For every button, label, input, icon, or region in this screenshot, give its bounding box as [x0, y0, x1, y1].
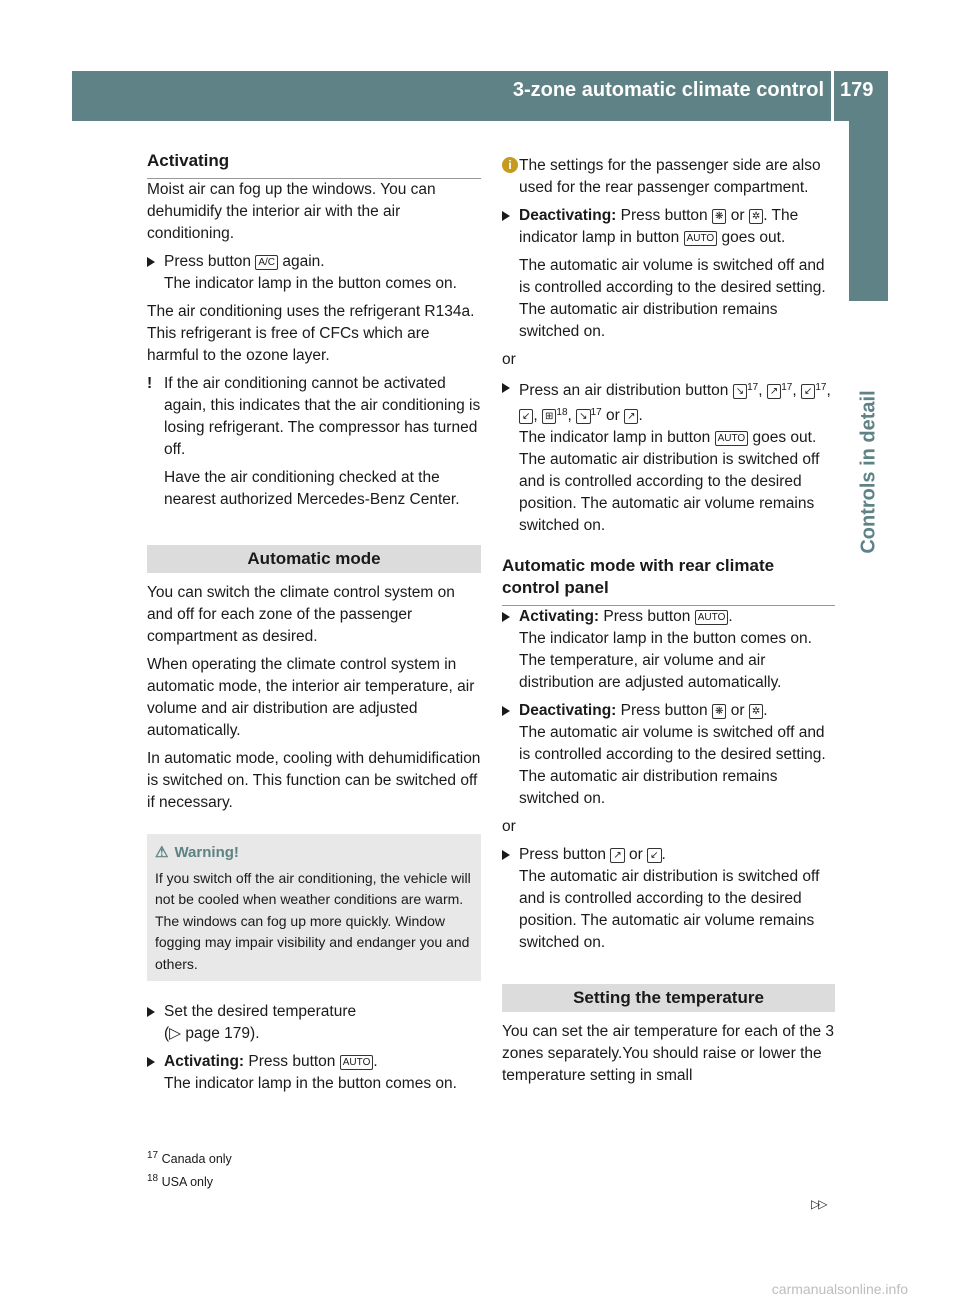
step-item: Press button ↗ or ↙ . The automatic air distribution is switched off and is controlled according to the desired position. The automatic air volume remains switched on. — [502, 844, 835, 954]
air-dist-icon: ↘ — [733, 384, 747, 399]
exclamation-icon: ! — [147, 375, 153, 392]
step-arrow-icon — [502, 850, 510, 860]
step-item: Deactivating: Press button ❋ or ✲ . The indicator lamp in button AUTO goes out. The automatic air volume is switched off and is controlled according to the desired setting. The automatic air distribution remains switched on. — [502, 205, 835, 343]
paragraph: You can switch the climate control system on and off for each zone of the passenger compartment as desired. — [147, 584, 455, 645]
air-dist-icon: ↗ — [610, 848, 624, 863]
caution-note: ! If the air conditioning cannot be activated again, this indicates that the air conditioning is losing refrigerant. The compressor has turned off. Have the air conditioning checked at the nearest authorized Mercedes-Benz Center. — [147, 375, 481, 508]
air-dist-icon: ↙ — [519, 409, 533, 424]
warning-triangle-icon: ⚠ — [155, 844, 169, 861]
step-result: The indicator lamp in the button comes on. — [164, 275, 457, 292]
step-arrow-icon — [502, 612, 510, 622]
side-tab — [849, 121, 888, 301]
ac-button-icon: A/C — [255, 255, 278, 270]
page-number: 179 — [840, 79, 874, 101]
side-tab-label: Controls in detail — [857, 390, 880, 554]
warning-title: ⚠ Warning! — [155, 842, 473, 864]
auto-button-icon: AUTO — [715, 431, 749, 446]
rear-panel-heading: Automatic mode with rear climate control panel — [502, 555, 835, 606]
air-dist-icon: ↙ — [801, 384, 815, 399]
info-icon: i — [502, 157, 518, 173]
temperature-heading: Setting the temperature — [502, 984, 835, 1012]
paragraph: When operating the climate control system in automatic mode, the interior air temperature, air volume and air distribution are adjusted automatically. — [147, 656, 475, 739]
activating-heading: Activating — [147, 150, 481, 179]
air-dist-icon: ↗ — [624, 409, 638, 424]
step-item: Deactivating: Press button ❋ or ✲ . The automatic air volume is switched off and is controlled according to the desired setting. The automatic air distribution remains switched on. — [502, 700, 835, 810]
air-dist-icon: ↗ — [767, 384, 781, 399]
fan-low-icon: ❋ — [712, 704, 726, 719]
warning-box — [147, 834, 481, 981]
fan-high-icon: ✲ — [749, 704, 763, 719]
paragraph: Moist air can fog up the windows. You can dehumidify the interior air with the air conditioning. — [147, 181, 436, 242]
step-item: Activating: Press button AUTO . The indicator lamp in the button comes on. — [147, 1051, 481, 1095]
air-dist-icon: ↙ — [647, 848, 661, 863]
paragraph: In automatic mode, cooling with dehumidification is switched on. This function can be switched off if necessary. — [147, 750, 481, 811]
right-column — [502, 155, 835, 1087]
left-column — [147, 150, 481, 1095]
step-arrow-icon — [502, 706, 510, 716]
or-text: or — [502, 818, 516, 835]
paragraph: You can set the air temperature for each of the 3 zones separately.You should raise or lower the temperature setting in small — [502, 1023, 835, 1084]
step-arrow-icon — [147, 1057, 155, 1067]
or-text: or — [502, 351, 516, 368]
step-item: Press button A/C again. The indicator lamp in the button comes on. — [147, 251, 481, 295]
warning-text: If you switch off the air conditioning, the vehicle will not be cooled when weather conditions are warm. The windows can fog up more quickly. Window fogging may impair visibility and endanger you and others. — [155, 869, 471, 972]
footnote-17: $^{17}$ Canada only — [147, 1150, 232, 1166]
step-item: Activating: Press button AUTO . The indicator lamp in the button comes on. The temperature, air volume and air distribution are adjusted automatically. — [502, 606, 835, 694]
footnotes — [147, 1146, 232, 1192]
info-note: i The settings for the passenger side are also used for the rear passenger compartment. — [502, 155, 835, 199]
step-item: Set the desired temperature (▷ page 179). — [147, 1001, 481, 1045]
auto-mode-heading: Automatic mode — [147, 545, 481, 573]
auto-button-icon: AUTO — [340, 1055, 374, 1070]
header-divider — [831, 71, 834, 121]
step-arrow-icon — [147, 1007, 155, 1017]
continue-marker: ▷▷ — [811, 1197, 826, 1211]
air-dist-icon: ⊞ — [542, 409, 556, 424]
footnote-18: $^{18}$ USA only — [147, 1173, 214, 1189]
fan-high-icon: ✲ — [749, 209, 763, 224]
auto-button-icon: AUTO — [695, 610, 729, 625]
page-title: 3-zone automatic climate control — [512, 79, 824, 101]
fan-low-icon: ❋ — [712, 209, 726, 224]
watermark: carmanualsonline.info — [771, 1281, 908, 1297]
paragraph: The air conditioning uses the refrigerant R134a. This refrigerant is free of CFCs which are harmful to the ozone layer. — [147, 303, 475, 364]
air-dist-icon: ↘ — [576, 409, 590, 424]
auto-button-icon: AUTO — [684, 231, 718, 246]
step-arrow-icon — [502, 211, 510, 221]
step-item: Press an air distribution button ↘ $^{17}$, ↗ $^{17}$, ↙ $^{17}$, ↙ , ⊞ $^{18}$, ↘ $^{17}$ or ↗ . The indicator lamp in button AUTO goes out. The automatic air distribution is switched off and is controlled according to the desired position. The automatic air volume remains switched on. — [502, 377, 835, 537]
step-arrow-icon — [502, 383, 510, 393]
step-arrow-icon — [147, 257, 155, 267]
